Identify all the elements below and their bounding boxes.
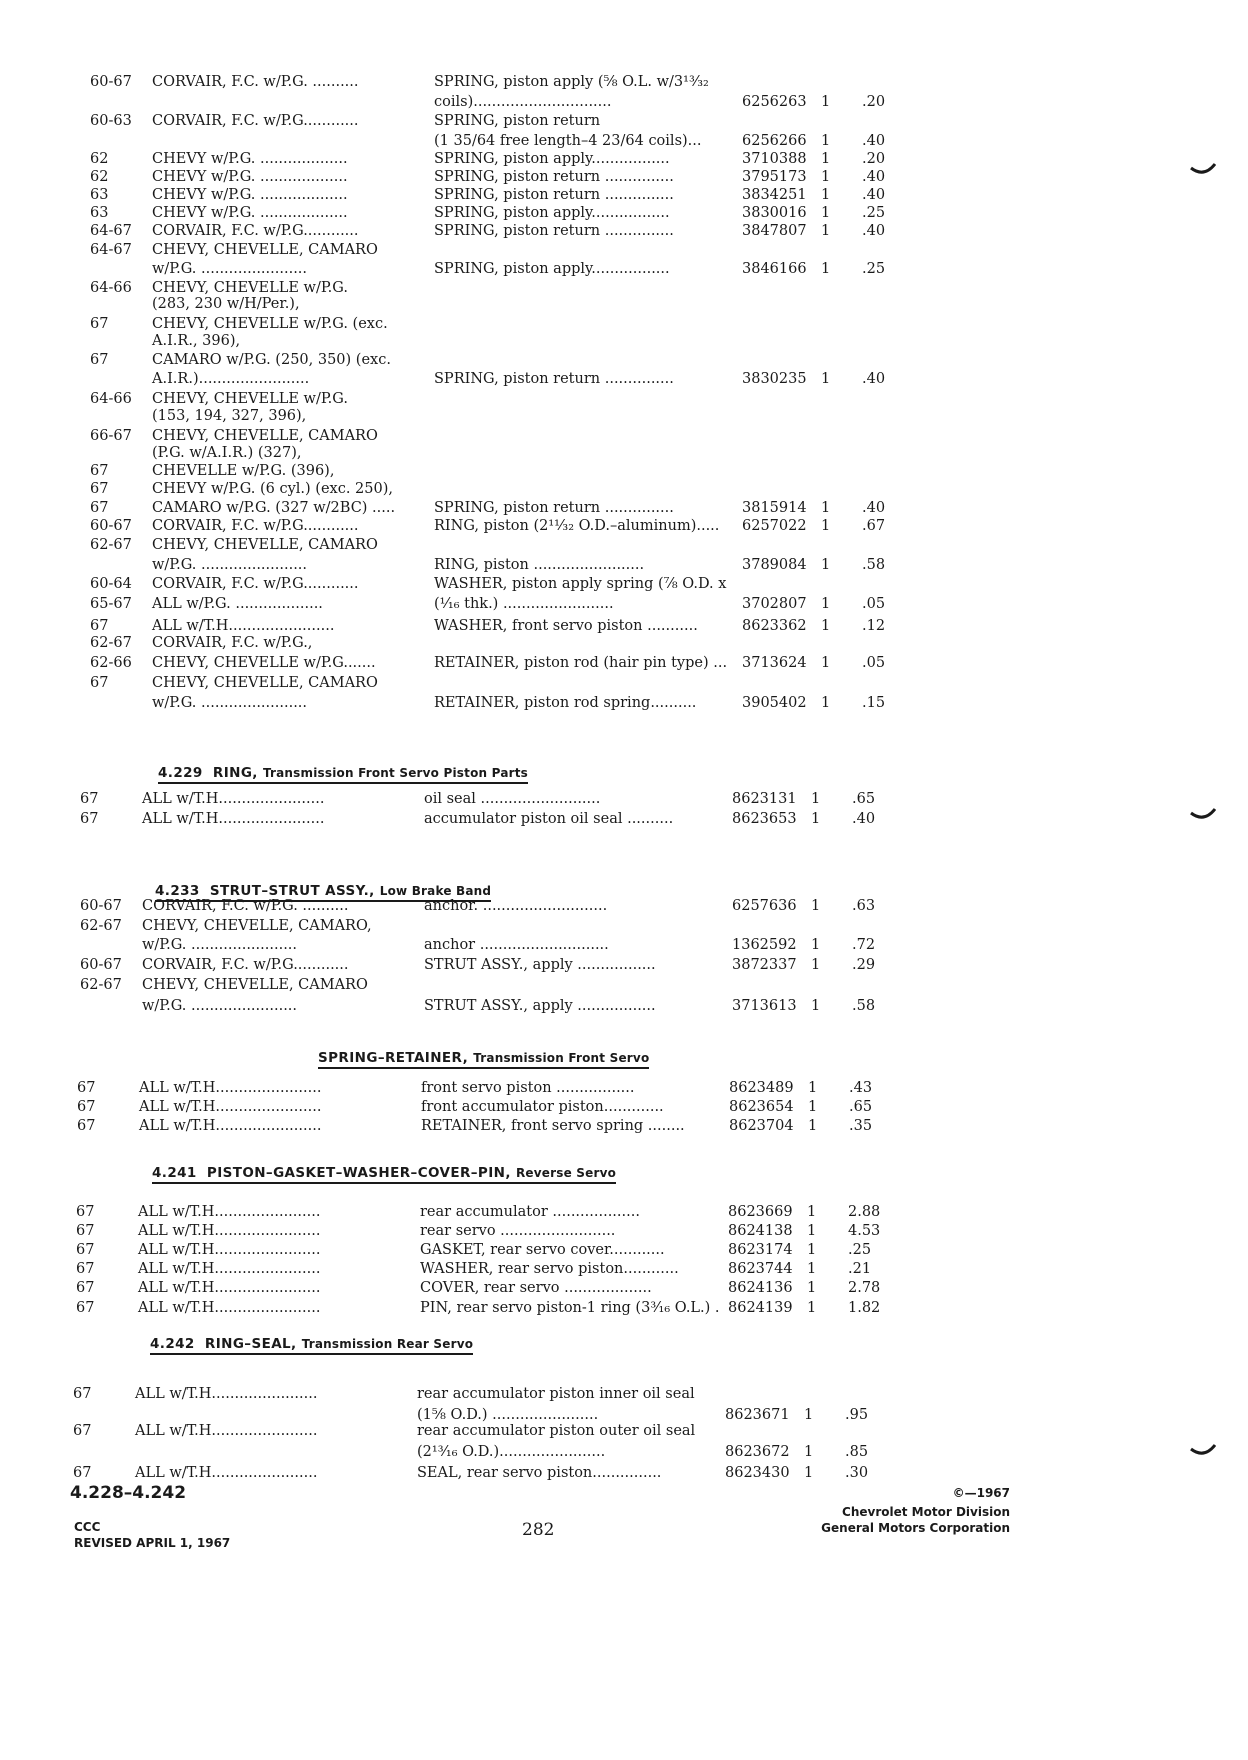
part-number: 6257636 [732,898,797,914]
vehicle-application: CHEVY w/P.G. (6 cyl.) (exc. 250), [152,481,393,497]
list-price: .58 [852,998,876,1014]
model-years: 67 [76,1223,95,1239]
part-description: front servo piston ................. [421,1080,635,1096]
list-price: .72 [852,937,876,953]
model-years: 62-67 [90,635,132,651]
part-number: 3847807 [742,223,807,239]
section-header [150,1336,473,1355]
model-years: 64-67 [90,242,132,258]
part-number: 8624139 [728,1300,793,1316]
part-description: SPRING, piston return ............... [434,223,674,239]
part-description: RING, piston ........................ [434,557,645,573]
list-price: .40 [852,811,876,827]
quantity: 1 [807,1300,817,1316]
model-years: 60-67 [90,518,132,534]
part-number: 3830235 [742,371,807,387]
list-price: .30 [845,1465,869,1481]
vehicle-application: CHEVY, CHEVELLE w/P.G. [152,391,348,407]
vehicle-application: CHEVY w/P.G. ................... [152,151,348,167]
model-years: 67 [80,811,99,827]
vehicle-application: CHEVY, CHEVELLE w/P.G. [152,280,348,296]
model-years: 63 [90,187,109,203]
part-description: rear accumulator ................... [420,1204,640,1220]
part-description: RETAINER, piston rod (hair pin type) ... [434,655,728,671]
part-number: 3713613 [732,998,797,1014]
ccc-label: CCC [74,1520,101,1534]
list-price: 2.78 [848,1280,881,1296]
model-years: 67 [90,481,109,497]
model-years: 67 [90,463,109,479]
part-description: SPRING, piston return ............... [434,187,674,203]
quantity: 1 [807,1280,817,1296]
part-number: 8623669 [728,1204,793,1220]
list-price: .05 [862,596,886,612]
vehicle-application: CHEVY w/P.G. ................... [152,169,348,185]
part-number: 8623653 [732,811,797,827]
vehicle-application: w/P.G. ....................... [152,557,308,573]
vehicle-application: ALL w/T.H....................... [138,1280,321,1296]
part-description: RETAINER, piston rod spring.......... [434,695,697,711]
model-years: 67 [90,618,109,634]
model-years: 63 [90,205,109,221]
part-description: (1⅝ O.D.) ....................... [417,1407,599,1423]
model-years: 67 [90,500,109,516]
quantity: 1 [807,1242,817,1258]
vehicle-application: CHEVY, CHEVELLE, CAMARO, [142,918,372,934]
section-number: 4.229 [158,765,203,781]
part-description: rear accumulator piston outer oil seal [417,1423,696,1439]
part-description: oil seal .......................... [424,791,601,807]
vehicle-application: CHEVY, CHEVELLE w/P.G. (exc. [152,316,388,332]
part-description: RETAINER, front servo spring ........ [421,1118,685,1134]
model-years: 62-67 [90,537,132,553]
section-title: STRUT–STRUT ASSY., [209,883,375,899]
part-description: (¹⁄₁₆ thk.) ........................ [434,596,614,612]
model-years: 64-67 [90,223,132,239]
part-description: SPRING, piston apply................. [434,261,670,277]
part-description: front accumulator piston............. [421,1099,664,1115]
binding-mark-icon [1190,808,1216,822]
part-number: 3815914 [742,500,807,516]
section-title: PISTON–GASKET–WASHER–COVER–PIN, [206,1165,511,1181]
section-header [155,883,491,902]
quantity: 1 [821,151,831,167]
section-header [158,765,528,784]
vehicle-application: ALL w/T.H....................... [138,1300,321,1316]
list-price: .43 [849,1080,873,1096]
quantity: 1 [807,1204,817,1220]
quantity: 1 [821,618,831,634]
vehicle-application: CORVAIR, F.C. w/P.G............ [152,113,359,129]
quantity: 1 [821,500,831,516]
part-description: SPRING, piston apply................. [434,205,670,221]
part-number: 3830016 [742,205,807,221]
vehicle-application: ALL w/T.H....................... [135,1386,318,1402]
vehicle-application: ALL w/T.H....................... [138,1204,321,1220]
vehicle-application: ALL w/T.H....................... [139,1118,322,1134]
model-years: 67 [73,1465,92,1481]
part-number: 3710388 [742,151,807,167]
part-number: 3846166 [742,261,807,277]
vehicle-application: CHEVY, CHEVELLE, CAMARO [152,537,378,553]
part-number: 6256266 [742,133,807,149]
list-price: .40 [862,500,886,516]
list-price: .35 [849,1118,873,1134]
part-description: WASHER, front servo piston ........... [434,618,698,634]
part-number: 8623131 [732,791,797,807]
model-years: 60-67 [90,74,132,90]
quantity: 1 [811,937,821,953]
model-years: 62-66 [90,655,132,671]
section-number: 4.241 [152,1165,197,1181]
quantity: 1 [821,655,831,671]
list-price: 1.82 [848,1300,881,1316]
vehicle-application: (P.G. w/A.I.R.) (327), [152,445,302,461]
part-description: anchor ............................ [424,937,609,953]
part-description: SPRING, piston return ............... [434,169,674,185]
list-price: .25 [862,261,886,277]
model-years: 67 [90,316,109,332]
vehicle-application: CHEVY, CHEVELLE, CAMARO [142,977,368,993]
list-price: .40 [862,133,886,149]
list-price: .40 [862,371,886,387]
section-subtitle: Transmission Front Servo Piston Parts [262,766,529,780]
part-number: 6257022 [742,518,807,534]
section-header [318,1050,649,1069]
list-price: .65 [849,1099,873,1115]
section-title: SPRING–RETAINER, [318,1050,469,1066]
part-description: coils).............................. [434,94,612,110]
vehicle-application: ALL w/T.H....................... [135,1465,318,1481]
quantity: 1 [821,205,831,221]
quantity: 1 [807,1261,817,1277]
quantity: 1 [821,187,831,203]
model-years: 67 [76,1242,95,1258]
page-number: 282 [522,1520,555,1540]
vehicle-application: CORVAIR, F.C. w/P.G., [152,635,313,651]
vehicle-application: CORVAIR, F.C. w/P.G. .......... [152,74,359,90]
quantity: 1 [808,1118,818,1134]
model-years: 67 [77,1118,96,1134]
part-description: SEAL, rear servo piston............... [417,1465,662,1481]
part-number: 3834251 [742,187,807,203]
vehicle-application: w/P.G. ....................... [142,998,298,1014]
model-years: 67 [90,352,109,368]
vehicle-application: ALL w/T.H....................... [142,811,325,827]
quantity: 1 [821,518,831,534]
part-number: 8623744 [728,1261,793,1277]
model-years: 67 [80,791,99,807]
section-number: 4.233 [155,883,200,899]
quantity: 1 [821,371,831,387]
part-description: WASHER, rear servo piston............ [420,1261,679,1277]
model-years: 67 [77,1099,96,1115]
part-number: 8623672 [725,1444,790,1460]
quantity: 1 [811,957,821,973]
revision-date: REVISED APRIL 1, 1967 [74,1536,231,1550]
part-number: 3789084 [742,557,807,573]
part-number: 3905402 [742,695,807,711]
model-years: 65-67 [90,596,132,612]
vehicle-application: A.I.R., 396), [152,333,241,349]
list-price: .95 [845,1407,869,1423]
list-price: .25 [862,205,886,221]
vehicle-application: ALL w/T.H....................... [138,1242,321,1258]
section-subtitle: Reverse Servo [515,1166,617,1180]
part-number: 8623362 [742,618,807,634]
list-price: .40 [862,223,886,239]
vehicle-application: ALL w/T.H....................... [135,1423,318,1439]
list-price: .25 [848,1242,872,1258]
part-number: 8624136 [728,1280,793,1296]
part-description: COVER, rear servo ................... [420,1280,652,1296]
vehicle-application: (283, 230 w/H/Per.), [152,296,300,312]
model-years: 62-67 [80,918,122,934]
model-years: 62 [90,169,109,185]
part-description: (2¹³⁄₁₆ O.D.)....................... [417,1444,606,1460]
quantity: 1 [804,1444,814,1460]
part-description: rear accumulator piston inner oil seal [417,1386,695,1402]
part-number: 8623704 [729,1118,794,1134]
vehicle-application: CORVAIR, F.C. w/P.G............ [152,518,359,534]
section-header [152,1165,616,1184]
part-number: 1362592 [732,937,797,953]
binding-mark-icon [1190,1444,1216,1458]
vehicle-application: CHEVY, CHEVELLE w/P.G....... [152,655,376,671]
part-number: 3795173 [742,169,807,185]
list-price: .40 [862,187,886,203]
quantity: 1 [821,695,831,711]
part-description: anchor. ........................... [424,898,608,914]
model-years: 64-66 [90,280,132,296]
part-number: 8623430 [725,1465,790,1481]
part-number: 8623489 [729,1080,794,1096]
model-years: 67 [76,1300,95,1316]
part-description: PIN, rear servo piston-1 ring (3³⁄₁₆ O.L.) . [420,1300,720,1316]
list-price: 4.53 [848,1223,881,1239]
model-years: 62 [90,151,109,167]
part-number: 3702807 [742,596,807,612]
part-description: GASKET, rear servo cover............ [420,1242,665,1258]
quantity: 1 [821,169,831,185]
vehicle-application: ALL w/T.H....................... [139,1080,322,1096]
part-description: STRUT ASSY., apply ................. [424,998,656,1014]
list-price: .05 [862,655,886,671]
corporation-name: General Motors Corporation [821,1521,1010,1535]
quantity: 1 [811,791,821,807]
vehicle-application: CORVAIR, F.C. w/P.G............ [142,957,349,973]
model-years: 62-67 [80,977,122,993]
quantity: 1 [821,261,831,277]
model-years: 67 [73,1386,92,1402]
quantity: 1 [804,1407,814,1423]
binding-mark-icon [1190,163,1216,177]
list-price: .20 [862,151,886,167]
part-number: 8623654 [729,1099,794,1115]
part-description: STRUT ASSY., apply ................. [424,957,656,973]
vehicle-application: w/P.G. ....................... [152,261,308,277]
part-number: 3872337 [732,957,797,973]
model-years: 66-67 [90,428,132,444]
section-subtitle: Transmission Rear Servo [301,1337,474,1351]
section-number: 4.242 [150,1336,195,1352]
part-description: rear servo ......................... [420,1223,616,1239]
list-price: .65 [852,791,876,807]
model-years: 67 [76,1261,95,1277]
quantity: 1 [821,94,831,110]
quantity: 1 [811,998,821,1014]
vehicle-application: ALL w/T.H....................... [138,1223,321,1239]
quantity: 1 [808,1080,818,1096]
part-description: WASHER, piston apply spring (⅞ O.D. x [434,576,727,592]
model-years: 67 [73,1423,92,1439]
model-years: 67 [90,675,109,691]
quantity: 1 [811,811,821,827]
list-price: .85 [845,1444,869,1460]
vehicle-application: CHEVY w/P.G. ................... [152,187,348,203]
model-years: 67 [76,1204,95,1220]
part-number: 8623174 [728,1242,793,1258]
vehicle-application: ALL w/T.H....................... [138,1261,321,1277]
vehicle-application: CAMARO w/P.G. (250, 350) (exc. [152,352,391,368]
quantity: 1 [808,1099,818,1115]
vehicle-application: ALL w/T.H....................... [142,791,325,807]
part-description: accumulator piston oil seal .......... [424,811,674,827]
part-description: SPRING, piston return ............... [434,371,674,387]
vehicle-application: CHEVY, CHEVELLE, CAMARO [152,428,378,444]
part-description: (1 35/64 free length–4 23/64 coils)... [434,133,702,149]
vehicle-application: CHEVELLE w/P.G. (396), [152,463,335,479]
quantity: 1 [821,596,831,612]
list-price: .21 [848,1261,872,1277]
copyright: ©—1967 [952,1486,1010,1500]
list-price: 2.88 [848,1204,881,1220]
list-price: .29 [852,957,876,973]
vehicle-application: CORVAIR, F.C. w/P.G............ [152,576,359,592]
part-number: 8623671 [725,1407,790,1423]
section-subtitle: Low Brake Band [379,884,492,898]
list-price: .67 [862,518,886,534]
vehicle-application: ALL w/T.H....................... [152,618,335,634]
vehicle-application: CAMARO w/P.G. (327 w/2BC) ..... [152,500,396,516]
list-price: .58 [862,557,886,573]
section-subtitle: Transmission Front Servo [473,1051,650,1065]
part-number: 3713624 [742,655,807,671]
section-range: 4.228–4.242 [70,1483,187,1503]
vehicle-application: CHEVY w/P.G. ................... [152,205,348,221]
part-number: 8624138 [728,1223,793,1239]
vehicle-application: CORVAIR, F.C. w/P.G. .......... [142,898,349,914]
vehicle-application: CORVAIR, F.C. w/P.G............ [152,223,359,239]
part-description: SPRING, piston apply (⅝ O.L. w/3¹³⁄₃₂ [434,74,709,90]
model-years: 60-67 [80,957,122,973]
vehicle-application: w/P.G. ....................... [142,937,298,953]
list-price: .20 [862,94,886,110]
vehicle-application: ALL w/T.H....................... [139,1099,322,1115]
vehicle-application: CHEVY, CHEVELLE, CAMARO [152,242,378,258]
quantity: 1 [821,557,831,573]
quantity: 1 [821,223,831,239]
vehicle-application: A.I.R.)........................ [152,371,310,387]
quantity: 1 [811,898,821,914]
list-price: .12 [862,618,886,634]
section-title: RING–SEAL, [204,1336,297,1352]
model-years: 60-67 [80,898,122,914]
vehicle-application: w/P.G. ....................... [152,695,308,711]
model-years: 67 [77,1080,96,1096]
vehicle-application: ALL w/P.G. ................... [152,596,323,612]
vehicle-application: (153, 194, 327, 396), [152,408,307,424]
quantity: 1 [821,133,831,149]
list-price: .40 [862,169,886,185]
vehicle-application: CHEVY, CHEVELLE, CAMARO [152,675,378,691]
quantity: 1 [807,1223,817,1239]
division-name: Chevrolet Motor Division [842,1505,1010,1519]
model-years: 67 [76,1280,95,1296]
part-number: 6256263 [742,94,807,110]
part-description: SPRING, piston return ............... [434,500,674,516]
list-price: .63 [852,898,876,914]
model-years: 60-64 [90,576,132,592]
section-title: RING, [212,765,258,781]
quantity: 1 [804,1465,814,1481]
model-years: 60-63 [90,113,132,129]
list-price: .15 [862,695,886,711]
part-description: RING, piston (2¹¹⁄₃₂ O.D.–aluminum)..... [434,518,720,534]
model-years: 64-66 [90,391,132,407]
part-description: SPRING, piston apply................. [434,151,670,167]
part-description: SPRING, piston return [434,113,601,129]
